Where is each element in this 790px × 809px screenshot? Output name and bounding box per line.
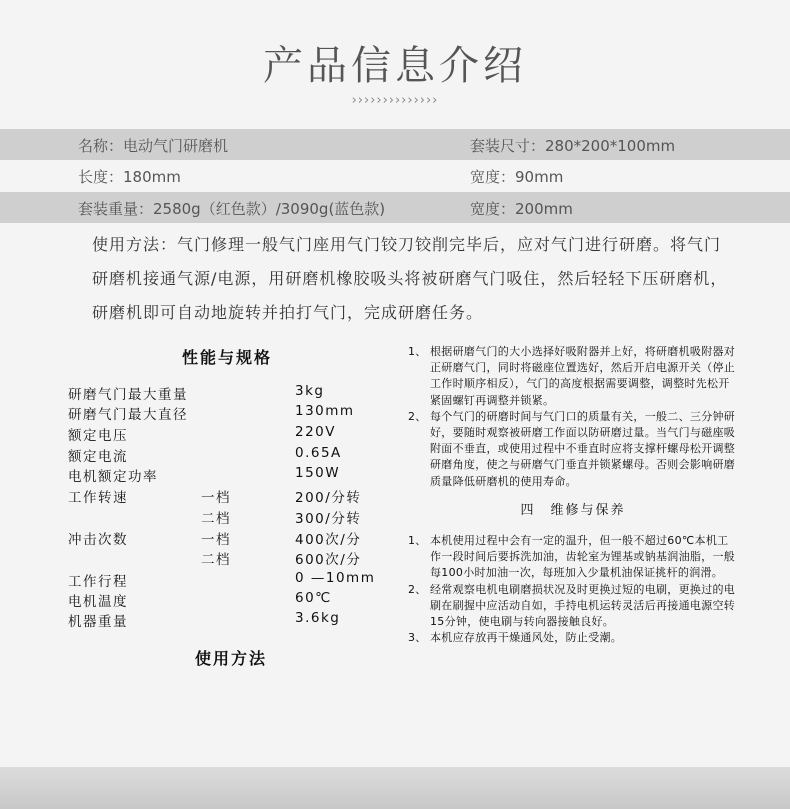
info-row-name: [0, 129, 790, 160]
spec-gear: 一档: [201, 490, 231, 506]
spec-value: 3.6kg: [295, 610, 341, 626]
spec-row: [68, 610, 408, 630]
spec-value: 0.65A: [295, 445, 342, 461]
usage-line: 使用方法：气门修理一般气门座用气门铰刀铰削完毕后，应对气门进行研磨。将气门: [92, 235, 722, 254]
instruction-number: 1、: [408, 345, 427, 358]
instruction-text: 根据研磨气门的大小选择好吸附器并上好，将研磨机吸附器对正研磨气门，同时将磁座位置选好，然后开启电源开关（停止工作时顺序相反），气门的高度根据需要调整，调整时先松开紧固螺钉再调整并锁紧。: [430, 345, 736, 407]
spec-label: 电机额定功率: [68, 469, 158, 485]
spec-value: 150W: [295, 465, 341, 481]
spec-row: [68, 570, 408, 590]
spec-value: 0 —10mm: [295, 570, 376, 586]
spec-row: [68, 590, 408, 610]
spec-value: 600次/分: [295, 552, 362, 568]
info-row-weight: [0, 192, 790, 223]
spec-gear: 二档: [201, 552, 231, 568]
usage-line: 研磨机接通气源/电源，用研磨机橡胶吸头将被研磨气门吸住，然后轻轻下压研磨机，: [92, 269, 728, 288]
maintenance-number: 1、: [408, 534, 427, 548]
spec-label: 机器重量: [68, 614, 128, 630]
spec-label: 冲击次数: [68, 532, 128, 548]
spec-row: [68, 465, 408, 485]
product-name: 名称：电动气门研磨机: [78, 137, 229, 155]
spec-label: 研磨气门最大重量: [68, 387, 188, 403]
instruction-item: [408, 344, 738, 409]
maintenance-item: [408, 582, 738, 631]
spec-row: [68, 383, 408, 403]
spec-value: 300/分转: [295, 511, 362, 527]
usage-line: 研磨机即可自动地旋转并拍打气门，完成研磨任务。: [92, 303, 484, 322]
chevron-divider: ››››››››››››››: [351, 93, 439, 108]
maintenance-number: 3、: [408, 631, 427, 645]
maintenance-text: 本机使用过程中会有一定的温升，但一般不超过60℃本机工作一段时间后要拆洗加油，齿轮室为锂基或钠基润油脂，一般每100小时加油一次，每班加入少量机油保证挑杆的润滑。: [430, 534, 736, 580]
spec-value: 3kg: [295, 383, 325, 399]
spec-value: 200/分转: [295, 490, 362, 506]
spec-row: [68, 528, 408, 548]
instruction-text: 每个气门的研磨时间与气门口的质量有关，一般二、三分钟研好，要随时观察被研磨工作面以防研磨过量。当气门与磁座吸附面不垂直，或使用过程中不垂直时应将支撑杆螺母松开调整研磨角度，使之与研磨气门垂直并锁紧螺母。否则会影响研磨质量降低研磨机的使用寿命。: [430, 409, 736, 488]
product-width: 宽度：90mm: [470, 168, 564, 186]
usage-paragraph: [92, 228, 752, 330]
spec-row: [68, 486, 408, 506]
instructions-panel: [408, 344, 738, 646]
spec-gear: 二档: [201, 511, 231, 527]
usage-method-title: 使用方法: [195, 649, 268, 668]
package-size: 套装尺寸：280*200*100mm: [470, 137, 676, 155]
package-width: 宽度：200mm: [470, 200, 573, 218]
bottom-band: [0, 767, 790, 809]
spec-value: 400次/分: [295, 532, 362, 548]
spec-row: [68, 507, 408, 527]
spec-label: 电机温度: [68, 594, 128, 610]
spec-row: [68, 424, 408, 444]
spec-label: 工作行程: [68, 574, 128, 590]
spec-value: 130mm: [295, 403, 355, 419]
instruction-number: 2、: [408, 409, 427, 423]
spec-label: 额定电流: [68, 449, 128, 465]
info-row-length: [0, 160, 790, 191]
instruction-item: [408, 409, 738, 490]
maintenance-title: 四 维修与保养: [520, 502, 626, 518]
spec-label: 额定电压: [68, 428, 128, 444]
spec-value: 60℃: [295, 590, 332, 606]
product-length: 长度：180mm: [78, 168, 181, 186]
maintenance-item: [408, 630, 738, 646]
spec-row: [68, 403, 408, 423]
spec-label: 研磨气门最大直径: [68, 407, 188, 423]
specs-title: 性能与规格: [182, 348, 273, 367]
package-weight: 套装重量：2580g（红色款）/3090g(蓝色款): [78, 200, 386, 218]
spec-label: 工作转速: [68, 490, 128, 506]
maintenance-text: 本机应存放再干燥通风处，防止受潮。: [430, 631, 623, 645]
maintenance-number: 2、: [408, 582, 427, 596]
maintenance-item: [408, 533, 738, 582]
spec-row: [68, 445, 408, 465]
spec-gear: 一档: [201, 532, 231, 548]
spec-value: 220V: [295, 424, 337, 440]
page-title: 产品信息介绍: [263, 43, 527, 89]
maintenance-text: 经常观察电机电刷磨损状况及时更换过短的电刷，更换过的电刷在刷握中应活动自如，手持电机运转灵活后再接通电源空转15分钟，使电刷与转向器接触良好。: [430, 582, 736, 629]
spec-row: [68, 548, 408, 568]
